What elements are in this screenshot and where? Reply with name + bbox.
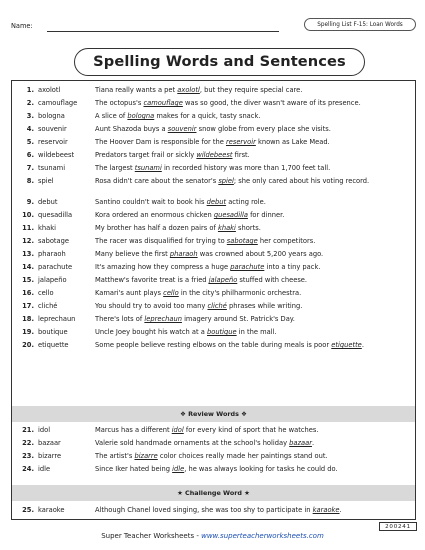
spelling-word: sabotage: [38, 237, 69, 245]
item-number: 10.: [22, 211, 34, 219]
sentence-text: Marcus has a different: [95, 426, 172, 434]
spelling-word: karaoke: [38, 506, 65, 514]
example-sentence: [95, 211, 405, 220]
sentence-text: Some people believe resting elbows on the table during meals is poor: [95, 341, 332, 349]
spelling-word: wildebeest: [38, 151, 75, 159]
highlighted-word: quesadilla: [213, 211, 248, 219]
worksheet-code: 200241: [379, 522, 417, 531]
spelling-word: quesadilla: [38, 211, 73, 219]
example-sentence: [95, 224, 405, 233]
item-number: 24.: [22, 465, 34, 473]
item-number: 15.: [22, 276, 34, 284]
sentence-text: shorts.: [235, 224, 261, 232]
spelling-word: leprechaun: [38, 315, 76, 323]
highlighted-word: karaoke: [312, 506, 340, 514]
sentence-text: .: [311, 439, 315, 447]
item-number: 20.: [22, 341, 34, 349]
highlighted-word: khaki: [217, 224, 236, 232]
example-sentence: [95, 328, 405, 337]
highlighted-word: pharaoh: [169, 250, 198, 258]
example-sentence: [95, 302, 405, 311]
example-sentence: [95, 99, 405, 108]
example-sentence: [95, 439, 405, 448]
item-number: 23.: [22, 452, 34, 460]
sentence-text: phrases while writing.: [226, 302, 303, 310]
sentence-text: Since Iker hated being: [95, 465, 173, 473]
item-number: 12.: [22, 237, 34, 245]
highlighted-word: bazaar: [289, 439, 312, 447]
sentence-text: Kora ordered an enormous chicken: [95, 211, 214, 219]
example-sentence: [95, 289, 405, 298]
highlighted-word: parachute: [230, 263, 265, 271]
sentence-text: for dinner.: [247, 211, 285, 219]
highlighted-word: axolotl: [177, 86, 200, 94]
highlighted-word: etiquette: [331, 341, 362, 349]
sentence-text: There's lots of: [95, 315, 145, 323]
item-number: 22.: [22, 439, 34, 447]
example-sentence: [95, 125, 405, 134]
sentence-text: The artist's: [95, 452, 135, 460]
spelling-word: pharaoh: [38, 250, 66, 258]
sentence-text: Many believe the first: [95, 250, 170, 258]
sentence-text: Predators target frail or sickly: [95, 151, 197, 159]
highlighted-word: bizarre: [134, 452, 158, 460]
example-sentence: [95, 177, 405, 186]
sentence-text: A slice of: [95, 112, 128, 120]
sentence-text: in the mall.: [236, 328, 277, 336]
sentence-text: My brother has half a dozen pairs of: [95, 224, 218, 232]
sentence-text: .: [361, 341, 364, 349]
sentence-text: , he was always looking for tasks he could do.: [184, 465, 338, 473]
sentence-text: Tiana really wants a pet: [95, 86, 178, 94]
sentence-text: Although Chanel loved singing, she was too shy to participate in: [95, 506, 313, 514]
spelling-word: bizarre: [38, 452, 62, 460]
footer-url[interactable]: www.superteacherworksheets.com: [201, 532, 324, 540]
highlighted-word: leprechaun: [144, 315, 182, 323]
sentence-text: It's amazing how they compress a huge: [95, 263, 231, 271]
sentence-text: ; she only cared about his voting record.: [233, 177, 370, 185]
item-number: 14.: [22, 263, 34, 271]
highlighted-word: souvenir: [167, 125, 197, 133]
sentence-text: Aunt Shazoda buys a: [95, 125, 168, 133]
highlighted-word: debut: [206, 198, 227, 206]
highlighted-word: tsunami: [134, 164, 162, 172]
item-number: 19.: [22, 328, 34, 336]
spelling-word: debut: [38, 198, 58, 206]
item-number: 21.: [22, 426, 34, 434]
item-number: 16.: [22, 289, 34, 297]
highlighted-word: sabotage: [226, 237, 258, 245]
spelling-word: tsunami: [38, 164, 66, 172]
page-title: Spelling Words and Sentences: [74, 48, 365, 76]
challenge-word-band: ★ Challenge Word ★: [12, 485, 415, 501]
sentence-text: The racer was disqualified for trying to: [95, 237, 227, 245]
spelling-word: parachute: [38, 263, 73, 271]
sentence-text: her competitors.: [257, 237, 316, 245]
spelling-word: reservoir: [38, 138, 68, 146]
highlighted-word: cliché: [207, 302, 227, 310]
item-number: 2.: [26, 99, 34, 107]
word-list-frame: [11, 80, 416, 520]
sentence-text: in recorded history was more than 1,700 feet tall.: [161, 164, 331, 172]
sentence-text: acting role.: [226, 198, 266, 206]
name-line[interactable]: [47, 31, 279, 32]
example-sentence: [95, 86, 405, 95]
sentence-text: color choices really made her paintings stand out.: [157, 452, 328, 460]
spelling-word: jalapeño: [38, 276, 67, 284]
sentence-text: for every kind of sport that he watches.: [183, 426, 319, 434]
sentence-text: The largest: [95, 164, 135, 172]
item-number: 25.: [22, 506, 34, 514]
example-sentence: [95, 151, 405, 160]
example-sentence: [95, 315, 405, 324]
spelling-word: khaki: [38, 224, 56, 232]
example-sentence: [95, 164, 405, 173]
item-number: 5.: [26, 138, 34, 146]
sentence-text: makes for a quick, tasty snack.: [154, 112, 261, 120]
sentence-text: was crowned about 5,200 years ago.: [197, 250, 324, 258]
example-sentence: [95, 237, 405, 246]
sentence-text: known as Lake Mead.: [255, 138, 330, 146]
example-sentence: [95, 341, 405, 350]
footer: [0, 532, 425, 540]
example-sentence: [95, 198, 405, 207]
spelling-word: cello: [38, 289, 54, 297]
sentence-text: You should try to avoid too many: [95, 302, 208, 310]
example-sentence: [95, 506, 405, 515]
highlighted-word: bologna: [127, 112, 155, 120]
spelling-word: spiel: [38, 177, 54, 185]
footer-brand: Super Teacher Worksheets -: [101, 532, 202, 540]
sentence-text: , but they require special care.: [199, 86, 303, 94]
spelling-word: axolotl: [38, 86, 61, 94]
sentence-text: The Hoover Dam is responsible for the: [95, 138, 226, 146]
highlighted-word: camouflage: [143, 99, 183, 107]
highlighted-word: idol: [171, 426, 184, 434]
sentence-text: stuffed with cheese.: [237, 276, 308, 284]
item-number: 13.: [22, 250, 34, 258]
spelling-word: bazaar: [38, 439, 61, 447]
review-words-band: ❖ Review Words ❖: [12, 406, 415, 422]
highlighted-word: boutique: [206, 328, 237, 336]
sentence-text: snow globe from every place she visits.: [196, 125, 331, 133]
highlighted-word: reservoir: [225, 138, 256, 146]
sentence-text: first.: [232, 151, 250, 159]
spelling-word: souvenir: [38, 125, 67, 133]
item-number: 11.: [22, 224, 34, 232]
spelling-word: idol: [38, 426, 51, 434]
spelling-word: camouflage: [38, 99, 78, 107]
highlighted-word: jalapeño: [208, 276, 238, 284]
example-sentence: [95, 112, 405, 121]
highlighted-word: wildebeest: [196, 151, 233, 159]
spelling-word: etiquette: [38, 341, 69, 349]
spelling-word: cliché: [38, 302, 58, 310]
item-number: 3.: [26, 112, 34, 120]
spelling-word: idle: [38, 465, 51, 473]
highlighted-word: idle: [172, 465, 185, 473]
item-number: 18.: [22, 315, 34, 323]
sentence-text: into a tiny pack.: [264, 263, 321, 271]
sentence-text: Santino couldn't wait to book his: [95, 198, 207, 206]
example-sentence: [95, 465, 405, 474]
name-label: Name:: [11, 22, 33, 30]
list-tag: Spelling List F-15: Loan Words: [304, 18, 416, 31]
sentence-text: was so good, the diver wasn't aware of its presence.: [182, 99, 361, 107]
item-number: 6.: [26, 151, 34, 159]
sentence-text: Uncle Joey bought his watch at a: [95, 328, 207, 336]
item-number: 7.: [26, 164, 34, 172]
spelling-word: boutique: [38, 328, 68, 336]
item-number: 1.: [26, 86, 34, 94]
sentence-text: in the city's philharmonic orchestra.: [178, 289, 302, 297]
item-number: 8.: [26, 177, 34, 185]
example-sentence: [95, 250, 405, 259]
highlighted-word: cello: [163, 289, 179, 297]
example-sentence: [95, 276, 405, 285]
sentence-text: The octopus's: [95, 99, 144, 107]
name-row: [11, 22, 281, 34]
sentence-text: Kamari's aunt plays: [95, 289, 164, 297]
sentence-text: Rosa didn't care about the senator's: [95, 177, 219, 185]
item-number: 4.: [26, 125, 34, 133]
example-sentence: [95, 138, 405, 147]
item-number: 17.: [22, 302, 34, 310]
sentence-text: .: [339, 506, 342, 514]
highlighted-word: spiel: [218, 177, 234, 185]
spelling-word: bologna: [38, 112, 65, 120]
example-sentence: [95, 263, 405, 272]
example-sentence: [95, 452, 405, 461]
sentence-text: Matthew's favorite treat is a fried: [95, 276, 209, 284]
sentence-text: imagery around St. Patrick's Day.: [181, 315, 295, 323]
item-number: 9.: [26, 198, 34, 206]
example-sentence: [95, 426, 405, 435]
sentence-text: Valerie sold handmade ornaments at the school's holiday: [95, 439, 290, 447]
